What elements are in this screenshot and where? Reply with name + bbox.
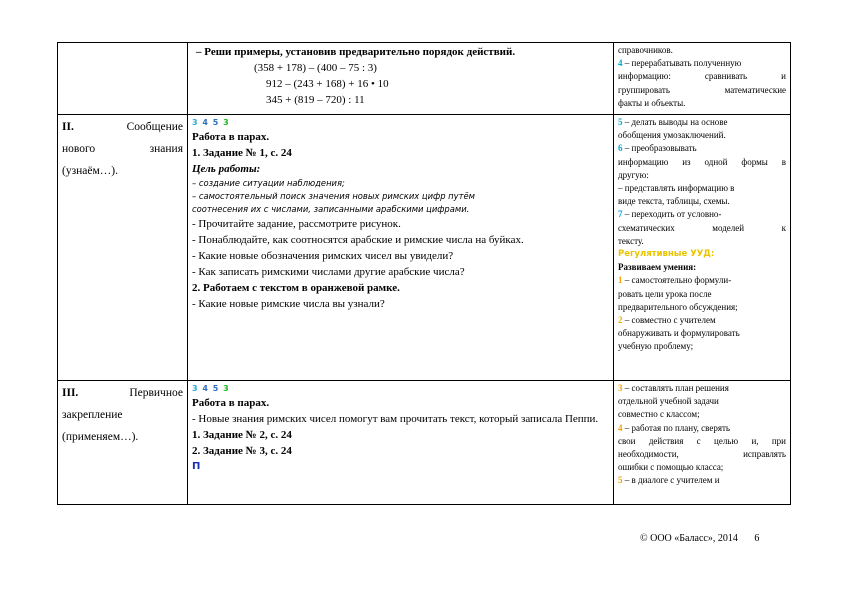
skill-num: 5 bbox=[212, 118, 220, 127]
table-row bbox=[58, 115, 791, 381]
skill-text: – совместно с учителем bbox=[622, 315, 716, 326]
skill-text: обобщения умозаключений. bbox=[618, 130, 726, 141]
skill-text: группировать математические bbox=[618, 84, 786, 95]
skill-number: 1 bbox=[618, 275, 623, 286]
question: - Какие новые римские числа вы узнали? bbox=[192, 298, 385, 310]
skill-text: информацию: сравнивать и bbox=[618, 71, 786, 82]
skill-text: отдельной учебной задачи bbox=[618, 396, 719, 407]
goal-label: Цель работы: bbox=[192, 163, 261, 175]
skill-num: 4 bbox=[202, 384, 209, 393]
stage-number: II. bbox=[62, 121, 74, 133]
skill-num: 3 bbox=[223, 118, 230, 127]
question: - Какие новые обозначения римских чисел вы увидели? bbox=[192, 250, 454, 262]
content-cell bbox=[188, 43, 614, 115]
skill-text: обнаруживать и формулировать bbox=[618, 328, 740, 339]
stage-title-word: Первичное bbox=[129, 387, 183, 399]
example-1: (358 + 178) – (400 – 75 : 3) bbox=[254, 62, 377, 74]
skill-number: 7 bbox=[618, 209, 623, 220]
skill-text: тексту. bbox=[618, 235, 644, 246]
skill-numbers bbox=[192, 116, 609, 129]
table-row bbox=[58, 381, 791, 505]
skill-number: 2 bbox=[618, 315, 623, 326]
example-2: 912 – (243 + 168) + 16 • 10 bbox=[266, 78, 389, 90]
task-1: 1. Задание № 1, с. 24 bbox=[192, 147, 292, 159]
goal-item: соотнесения их с числами, записанными арабскими цифрами. bbox=[192, 204, 470, 214]
skill-text: ровать цели урока после bbox=[618, 288, 712, 299]
skill-text: справочников. bbox=[618, 45, 673, 55]
skill-text: – перерабатывать полученную bbox=[622, 58, 742, 69]
skill-text: – работая по плану, сверять bbox=[622, 422, 731, 433]
skill-number: 5 bbox=[618, 475, 623, 486]
content-cell bbox=[188, 381, 614, 505]
skill-num: 4 bbox=[202, 118, 209, 127]
task-2: 2. Работаем с текстом в оранжевой рамке. bbox=[192, 282, 400, 294]
skills-cell bbox=[614, 43, 791, 115]
skill-text: ошибки с помощью класса; bbox=[618, 462, 724, 473]
question: - Прочитайте задание, рассмотрите рисунок. bbox=[192, 218, 401, 230]
page-footer bbox=[640, 533, 759, 544]
skill-text: совместно с классом; bbox=[618, 409, 700, 420]
skill-text: – преобразовывать bbox=[622, 143, 697, 154]
skill-number: 3 bbox=[618, 383, 623, 393]
skill-text: виде текста, таблицы, схемы. bbox=[618, 196, 730, 207]
task-2: 2. Задание № 3, с. 24 bbox=[192, 445, 292, 457]
work-mode: Работа в парах. bbox=[192, 131, 270, 143]
stage-subtitle: (применяем…). bbox=[62, 431, 139, 443]
instruction-text: – Реши примеры, установив предварительно порядок действий. bbox=[196, 46, 516, 58]
skill-number: 6 bbox=[618, 143, 623, 154]
letter-p: П bbox=[192, 461, 201, 472]
develop-heading: Развиваем умения: bbox=[618, 262, 697, 273]
skill-text: – переходить от условно- bbox=[622, 209, 722, 220]
skill-text: – составлять план решения bbox=[622, 383, 729, 393]
skills-cell bbox=[614, 115, 791, 381]
skill-number: 4 bbox=[618, 58, 623, 69]
stage-title-word: Сообщение bbox=[126, 121, 183, 133]
work-mode: Работа в парах. bbox=[192, 397, 270, 409]
skill-text: – делать выводы на основе bbox=[622, 117, 728, 127]
stage-title-word: нового bbox=[62, 143, 96, 155]
skill-text: – самостоятельно формули- bbox=[622, 275, 732, 286]
skill-text: схематических моделей к bbox=[618, 222, 786, 233]
skill-text: учебную проблему; bbox=[618, 341, 694, 352]
skill-text: предварительного обсуждения; bbox=[618, 301, 738, 312]
skill-numbers bbox=[192, 382, 609, 395]
stage-cell bbox=[58, 381, 188, 505]
question: - Новые знания римских чисел помогут вам прочитать текст, который записала Пеппи. bbox=[192, 413, 599, 425]
skill-num: 3 bbox=[192, 384, 199, 393]
skill-text: свои действия с целью и, при bbox=[618, 435, 786, 446]
stage-title-word: закрепление bbox=[62, 409, 123, 421]
stage-title-word: знания bbox=[149, 143, 183, 155]
skill-num: 3 bbox=[223, 384, 230, 393]
page-number: 6 bbox=[754, 533, 760, 544]
skill-number: 4 bbox=[618, 422, 623, 433]
stage-cell bbox=[58, 115, 188, 381]
example-3: 345 + (819 – 720) : 11 bbox=[266, 94, 365, 106]
content-cell bbox=[188, 115, 614, 381]
question: - Как записать римскими числами другие арабские числа? bbox=[192, 266, 465, 278]
skill-text: – в диалоге с учителем и bbox=[622, 475, 720, 486]
stage-number: III. bbox=[62, 387, 79, 399]
stage-subtitle: (узнаём…). bbox=[62, 165, 118, 177]
goal-item: – создание ситуации наблюдения; bbox=[192, 178, 345, 188]
skill-text: другую: bbox=[618, 169, 649, 180]
table-row bbox=[58, 43, 791, 115]
copyright-text: © ООО «Баласс», 2014 bbox=[640, 533, 738, 544]
task-1: 1. Задание № 2, с. 24 bbox=[192, 429, 292, 441]
skill-text: – представлять информацию в bbox=[618, 183, 735, 194]
skill-text: информацию из одной формы в bbox=[618, 156, 786, 167]
question: - Понаблюдайте, как соотносятся арабские и римские числа на буйках. bbox=[192, 234, 524, 246]
skill-num: 5 bbox=[212, 384, 220, 393]
skill-number: 5 bbox=[618, 117, 623, 127]
goal-item: – самостоятельный поиск значения новых римских цифр путём bbox=[192, 191, 475, 201]
skills-cell bbox=[614, 381, 791, 505]
skill-text: факты и объекты. bbox=[618, 97, 686, 108]
stage-cell-empty bbox=[58, 43, 188, 115]
skill-num: 3 bbox=[192, 118, 199, 127]
lesson-plan-table bbox=[57, 42, 791, 505]
skill-text: необходимости, исправлять bbox=[618, 449, 786, 460]
regulatory-heading: Регулятивные УУД: bbox=[618, 249, 715, 260]
